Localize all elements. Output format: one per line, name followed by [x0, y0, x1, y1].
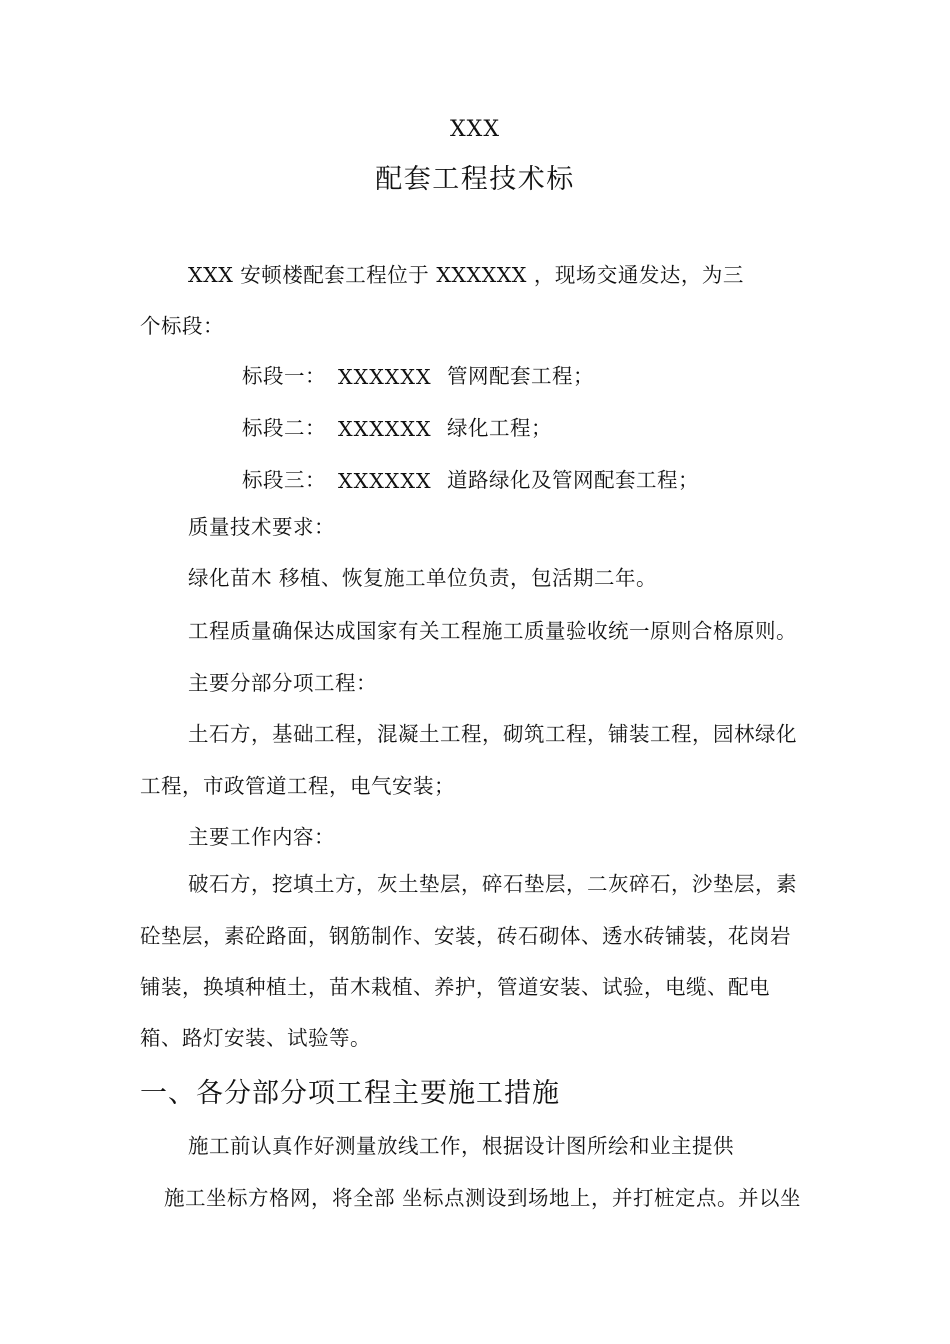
work-content-heading: 主要工作内容：	[188, 825, 335, 849]
chapter-paragraph-line-2: 施工坐标方格网，将全部 坐标点测设到场地上，并打桩定点。并以坐	[164, 1186, 802, 1210]
work-content-line-1: 破石方，挖填土方，灰土垫层，碎石垫层，二灰碎石，沙垫层，素	[188, 872, 797, 896]
section-label: 标段二：	[242, 416, 326, 440]
section-label: 标段三：	[242, 468, 326, 492]
chapter-paragraph-line-1: 施工前认真作好测量放线工作，根据设计图所绘和业主提供	[188, 1134, 734, 1158]
chapter-heading: 一、各分部分项工程主要施工措施	[140, 1078, 560, 1109]
quality-line-2: 工程质量确保达成国家有关工程施工质量验收统一原则合格原则。	[188, 619, 797, 643]
work-content-line-2: 砼垫层，素砼路面，钢筋制作、安装，砖石砌体、透水砖铺装，花岗岩	[140, 924, 791, 948]
document-title: 配套工程技术标	[375, 164, 575, 195]
work-content-line-4: 箱、路灯安装、试验等。	[140, 1026, 371, 1050]
document-title-top: XXX	[450, 117, 500, 142]
section-description: 道路绿化及管网配套工程；	[447, 468, 699, 492]
intro-paragraph-line-1: XXX 安顿楼配套工程位于 XXXXXX ，现场交通发达，为三	[188, 263, 744, 287]
section-code: XXXXXX	[338, 365, 432, 389]
section-description: 绿化工程；	[447, 416, 552, 440]
quality-line-1: 绿化苗木 移植、恢复施工单位负责，包活期二年。	[188, 566, 658, 590]
work-content-line-3: 铺装，换填种植土，苗木栽植、养护，管道安装、试验，电缆、配电	[140, 975, 770, 999]
section-code: XXXXXX	[338, 469, 432, 493]
quality-heading: 质量技术要求：	[188, 515, 335, 539]
section-code: XXXXXX	[338, 417, 432, 441]
intro-paragraph-line-2: 个标段：	[140, 314, 224, 338]
sub-works-heading: 主要分部分项工程：	[188, 671, 377, 695]
section-label: 标段一：	[242, 364, 326, 388]
sub-works-line-1: 土石方，基础工程，混凝土工程，砌筑工程，铺装工程，园林绿化	[188, 722, 797, 746]
section-description: 管网配套工程；	[447, 364, 594, 388]
sub-works-line-2: 工程，市政管道工程，电气安装；	[140, 774, 455, 798]
